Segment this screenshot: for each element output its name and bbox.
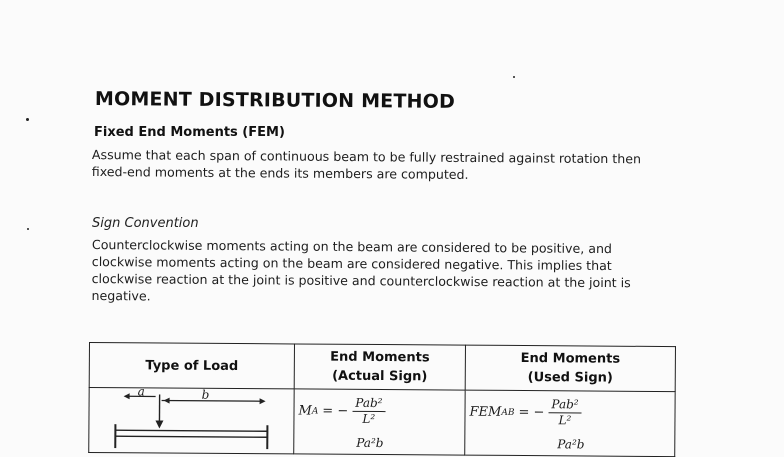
formula-denominator: L² <box>362 412 375 427</box>
header-actual-line1: End Moments <box>330 350 430 366</box>
formula-numerator: Pab² <box>352 396 385 412</box>
table-header-row <box>89 343 675 392</box>
fem-table <box>88 342 676 457</box>
header-used-line1: End Moments <box>521 351 621 367</box>
sign-line-1: Counterclockwise moments acting on the beam are considered to be positive, and <box>92 237 612 256</box>
actual-sign-formula-cell <box>294 389 465 455</box>
load-diagram-cell <box>89 388 294 454</box>
scan-speck <box>513 76 515 78</box>
header-type-of-load-label: Type of Load <box>145 358 238 374</box>
formula-denominator: L² <box>558 413 571 428</box>
sign-convention-heading: Sign Convention <box>92 216 199 231</box>
sign-line-2: clockwise moments acting on the beam are considered negative. This implies that <box>92 254 612 273</box>
header-used-line2: (Used Sign) <box>528 370 613 386</box>
fem-paragraph <box>92 146 677 185</box>
formula-fraction <box>548 397 581 428</box>
formula-operator: = − <box>518 405 544 420</box>
header-used-sign <box>465 345 675 391</box>
scan-speck <box>27 228 29 230</box>
formula-numerator: Pab² <box>548 397 581 413</box>
formula-fraction <box>352 396 385 427</box>
scan-speck <box>26 118 29 121</box>
formula-subscript: AB <box>501 407 514 417</box>
header-actual-sign <box>294 344 465 390</box>
sign-line-3: clockwise reaction at the joint is positive and counterclockwise reaction at the joint is <box>92 271 631 290</box>
actual-sign-formula <box>294 389 464 427</box>
dimension-a-label: a <box>138 388 145 398</box>
point-load-beam-diagram <box>89 388 293 449</box>
used-sign-formula-cell <box>465 390 675 456</box>
header-actual-line2: (Actual Sign) <box>332 369 427 385</box>
fem-heading: Fixed End Moments (FEM) <box>94 125 285 140</box>
sign-convention-paragraph <box>91 236 677 309</box>
formula-subscript: A <box>312 406 319 416</box>
page-title: MOMENT DISTRIBUTION METHOD <box>95 88 455 113</box>
used-sign-formula <box>465 391 674 429</box>
table-row <box>89 388 675 457</box>
next-formula-numerator: Pa²b <box>356 436 383 450</box>
next-formula-numerator: Pa²b <box>557 437 584 451</box>
header-type-of-load <box>89 343 294 389</box>
formula-symbol: FEM <box>469 405 501 420</box>
fem-line-2: fixed-end moments at the ends its members are computed. <box>92 164 469 182</box>
sign-line-4: negative. <box>91 288 150 303</box>
formula-symbol: M <box>298 403 311 418</box>
formula-operator: = − <box>322 404 348 419</box>
dimension-b-label: b <box>202 388 210 402</box>
fem-line-1: Assume that each span of continuous beam to be fully restrained against rotation then <box>92 147 641 166</box>
